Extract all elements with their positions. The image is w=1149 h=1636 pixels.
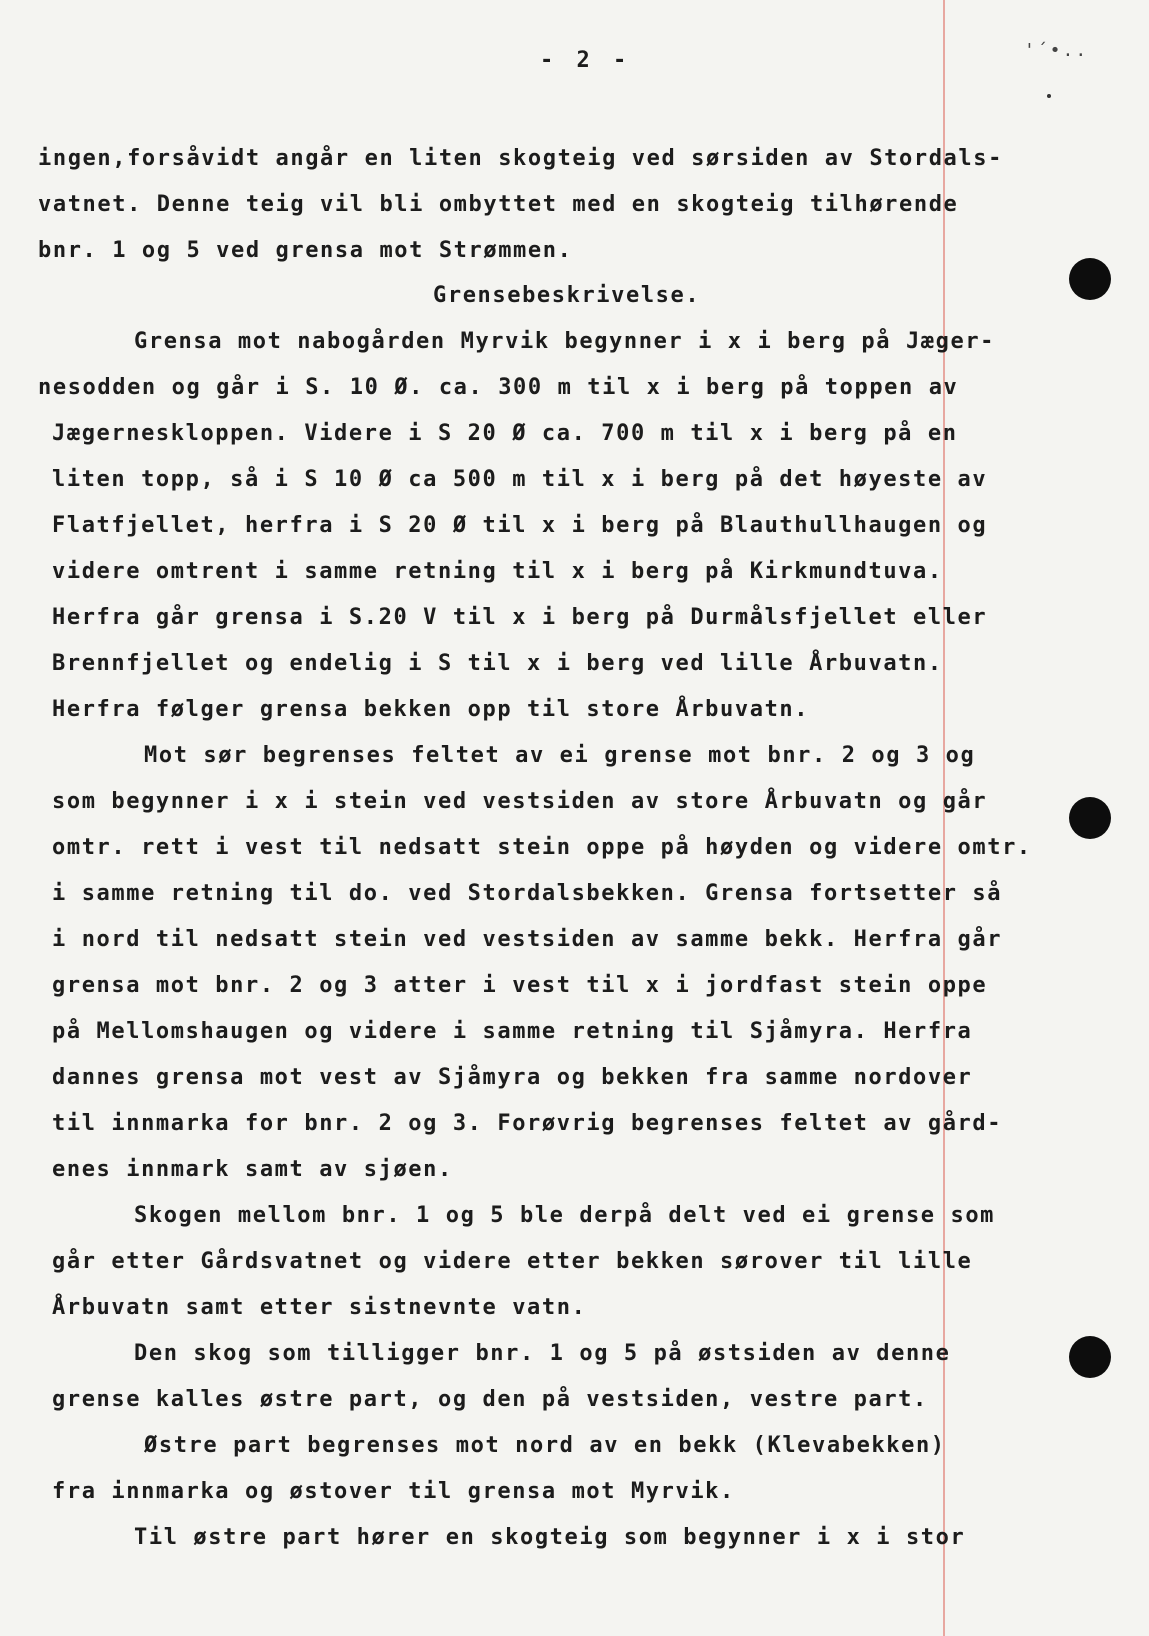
text-line: ingen,forsåvidt angår en liten skogteig ved sørsiden av Stordals- [38, 146, 1003, 171]
text-line: i samme retning til do. ved Stordalsbekken. Grensa fortsetter så [52, 881, 1003, 906]
text-line: vatnet. Denne teig vil bli ombyttet med en skogteig tilhørende [38, 192, 959, 217]
red-margin-line [943, 0, 945, 1636]
text-line: Østre part begrenses mot nord av en bekk (Klevabekken) [144, 1433, 946, 1458]
text-line: dannes grensa mot vest av Sjåmyra og bekken fra samme nordover [52, 1065, 973, 1090]
text-line: bnr. 1 og 5 ved grensa mot Strømmen. [38, 238, 573, 263]
text-line: Flatfjellet, herfra i S 20 Ø til x i berg på Blauthullhaugen og [52, 513, 988, 538]
text-line: omtr. rett i vest til nedsatt stein oppe på høyden og videre omtr. [52, 835, 1032, 860]
text-line: til innmarka for bnr. 2 og 3. Forøvrig begrenses feltet av gård- [52, 1111, 1003, 1136]
punch-hole-bottom [1069, 1336, 1111, 1378]
text-line: går etter Gårdsvatnet og videre etter bekken sørover til lille [52, 1249, 973, 1274]
text-line: fra innmarka og østover til grensa mot Myrvik. [52, 1479, 735, 1504]
text-line: som begynner i x i stein ved vestsiden av store Årbuvatn og går [52, 789, 988, 814]
corner-dot [1047, 94, 1051, 98]
punch-hole-middle [1069, 797, 1111, 839]
text-line: i nord til nedsatt stein ved vestsiden av samme bekk. Herfra går [52, 927, 1003, 952]
text-line: Herfra følger grensa bekken opp til store Årbuvatn. [52, 697, 810, 722]
text-line: Den skog som tilligger bnr. 1 og 5 på østsiden av denne [134, 1341, 951, 1366]
section-heading: Grensebeskrivelse. [433, 283, 701, 308]
text-line: Skogen mellom bnr. 1 og 5 ble derpå delt ved ei grense som [134, 1203, 996, 1228]
text-line: på Mellomshaugen og videre i samme retning til Sjåmyra. Herfra [52, 1019, 973, 1044]
text-line: liten topp, så i S 10 Ø ca 500 m til x i berg på det høyeste av [52, 467, 988, 492]
text-line: grense kalles østre part, og den på vestsiden, vestre part. [52, 1387, 928, 1412]
text-line: nesodden og går i S. 10 Ø. ca. 300 m til x i berg på toppen av [38, 375, 959, 400]
text-line: enes innmark samt av sjøen. [52, 1157, 453, 1182]
text-line: Mot sør begrenses feltet av ei grense mot bnr. 2 og 3 og [144, 743, 976, 768]
text-line: Herfra går grensa i S.20 V til x i berg på Durmålsfjellet eller [52, 605, 988, 630]
text-line: Til østre part hører en skogteig som begynner i x i stor [134, 1525, 966, 1550]
text-line: Brennfjellet og endelig i S til x i berg ved lille Årbuvatn. [52, 651, 943, 676]
corner-mark: '´•.. [1024, 40, 1089, 61]
text-line: Jægerneskloppen. Videre i S 20 Ø ca. 700 m til x i berg på en [52, 421, 958, 446]
punch-hole-top [1069, 258, 1111, 300]
text-line: videre omtrent i samme retning til x i berg på Kirkmundtuva. [52, 559, 943, 584]
text-line: Årbuvatn samt etter sistnevnte vatn. [52, 1295, 587, 1320]
page-number: - 2 - [540, 48, 632, 73]
text-line: grensa mot bnr. 2 og 3 atter i vest til x i jordfast stein oppe [52, 973, 988, 998]
text-line: Grensa mot nabogården Myrvik begynner i x i berg på Jæger- [134, 329, 996, 354]
